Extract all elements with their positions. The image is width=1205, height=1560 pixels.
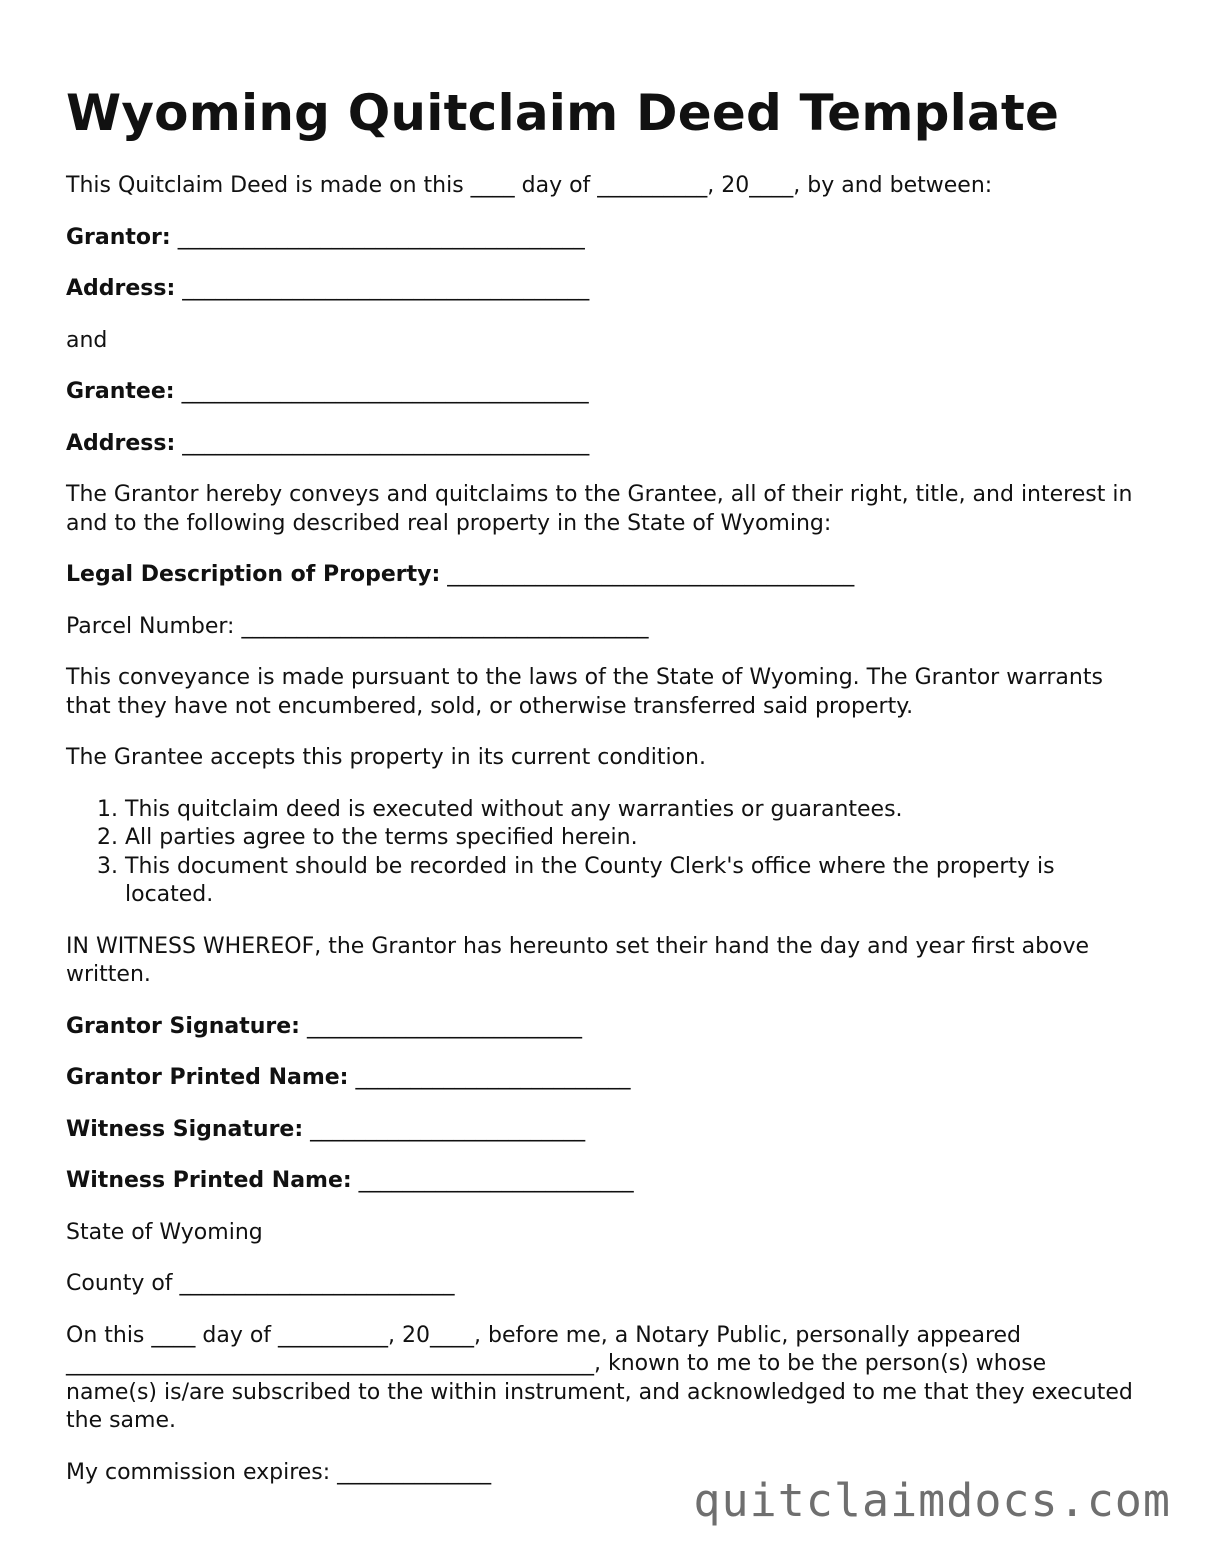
grantee-address-label: Address: xyxy=(66,430,176,456)
legal-description-label: Legal Description of Property: xyxy=(66,562,441,587)
grantor-printed-name-field xyxy=(66,1064,1141,1093)
watermark: quitclaimdocs.com xyxy=(693,1474,1171,1527)
grantee-address-field xyxy=(66,430,1141,459)
grantor-address-label: Address: xyxy=(66,276,176,301)
grantor-field xyxy=(66,224,1141,253)
grantor-signature-field xyxy=(66,1013,1141,1042)
page-title: Wyoming Quitclaim Deed Template xyxy=(66,84,1060,142)
list-item: 1. This quitclaim deed is executed without any warranties or guarantees. xyxy=(125,796,1141,825)
conveyance-paragraph: The Grantor hereby conveys and quitclaims to the Grantee, all of their right, title, and interest in and to the following described real property in the State of Wyoming: xyxy=(66,482,1133,536)
grantor-address-blank: _____________________________________ xyxy=(175,276,590,301)
witness-signature-field xyxy=(66,1116,1141,1145)
grantee-address-blank: _____________________________________ xyxy=(175,430,590,456)
list-item: 3. This document should be recorded in the County Clerk's office where the property is located. xyxy=(125,853,1141,910)
grantor-signature-blank: _________________________ xyxy=(299,1013,582,1039)
grantee-label: Grantee: xyxy=(66,379,175,404)
county-field: County of _________________________ xyxy=(66,1271,455,1296)
legal-description-field xyxy=(66,561,1141,590)
list-item: 2. All parties agree to the terms specified herein. xyxy=(125,824,1141,853)
witness-signature-label: Witness Signature: xyxy=(66,1116,304,1142)
grantor-signature-label: Grantor Signature: xyxy=(66,1013,300,1039)
parcel-number-field: Parcel Number: _____________________________________ xyxy=(66,613,649,639)
legal-description-blank: _____________________________________ xyxy=(440,562,855,587)
accepts-paragraph: The Grantee accepts this property in its current condition. xyxy=(66,745,706,770)
state-text: State of Wyoming xyxy=(66,1219,263,1245)
deed-document xyxy=(66,78,1141,1510)
intro-paragraph: This Quitclaim Deed is made on this ____ day of __________, 20____, by and between: xyxy=(66,173,993,198)
witness-printed-name-blank: _________________________ xyxy=(351,1168,634,1193)
pursuant-paragraph: This conveyance is made pursuant to the laws of the State of Wyoming. The Grantor warrants that they have not encumbered, sold, or otherwise transferred said property. xyxy=(66,665,1103,719)
grantee-field xyxy=(66,378,1141,407)
grantor-printed-name-blank: _________________________ xyxy=(348,1065,631,1090)
witness-whereof-paragraph: IN WITNESS WHEREOF, the Grantor has hereunto set their hand the day and year first above written. xyxy=(66,933,1090,987)
grantor-blank: _____________________________________ xyxy=(170,224,585,250)
notary-paragraph: On this ____ day of __________, 20____, before me, a Notary Public, personally appeared ________________________________________________, known to me to be the person(s) whose name(s) is/are subscribed to the within instrument, and acknowledged to me that they executed the same. xyxy=(66,1322,1133,1433)
witness-printed-name-label: Witness Printed Name: xyxy=(66,1168,352,1193)
commission-expires-field: My commission expires: ______________ xyxy=(66,1459,492,1485)
grantor-printed-name-label: Grantor Printed Name: xyxy=(66,1065,349,1090)
terms-list xyxy=(66,796,1141,910)
witness-printed-name-field xyxy=(66,1167,1141,1196)
witness-signature-blank: _________________________ xyxy=(303,1116,586,1142)
grantee-blank: _____________________________________ xyxy=(174,379,589,404)
grantor-address-field xyxy=(66,275,1141,304)
grantor-label: Grantor: xyxy=(66,224,171,250)
and-text: and xyxy=(66,327,108,353)
